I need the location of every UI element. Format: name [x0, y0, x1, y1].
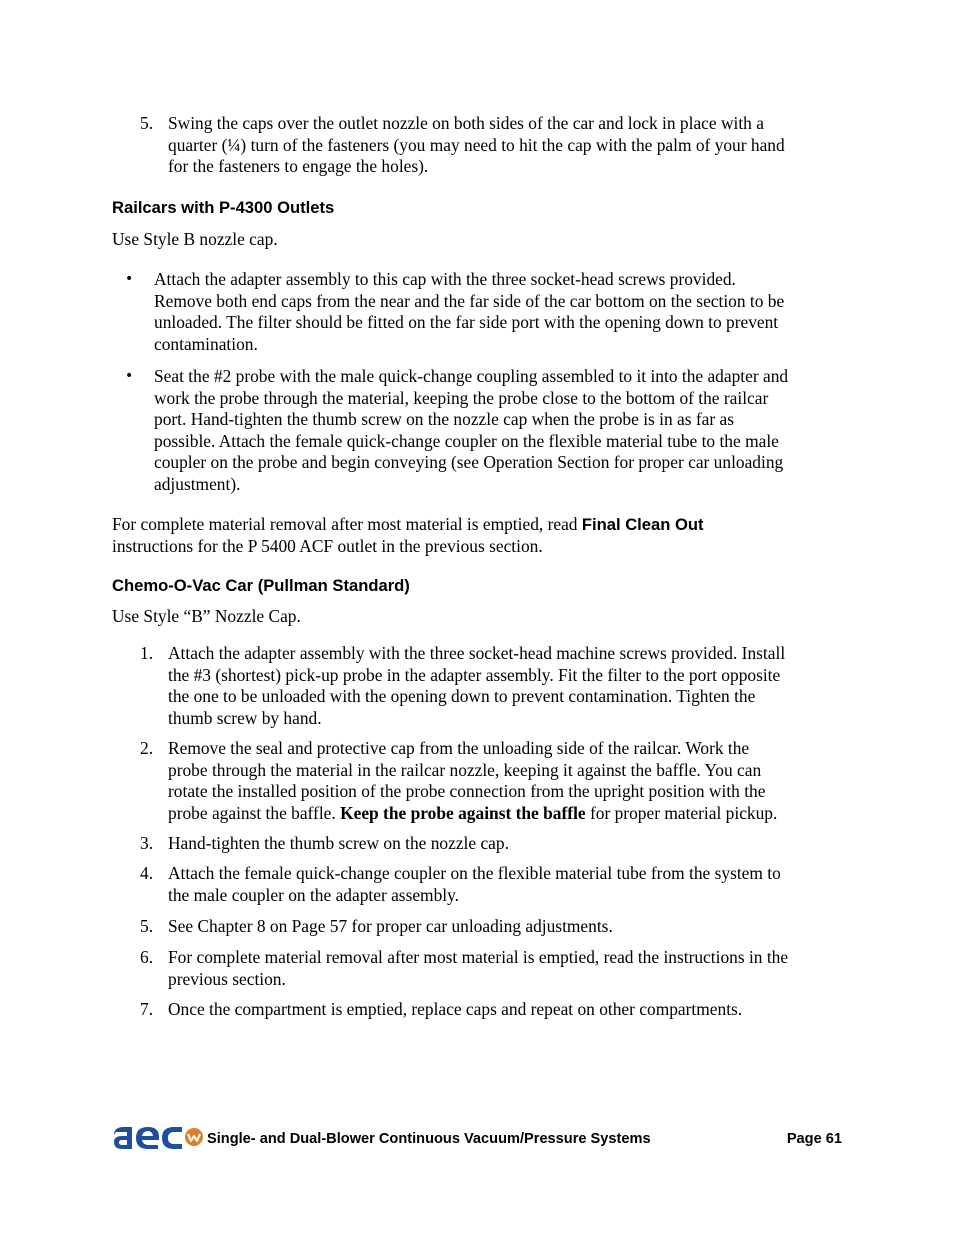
- step-number: 1.: [140, 643, 154, 663]
- text-line: Hand-tighten the thumb screw on the nozzle cap.: [168, 833, 509, 853]
- text-line: possible. Attach the female quick-change coupler on the flexible material tube to the male: [154, 430, 779, 451]
- step-text: [168, 833, 858, 855]
- text-line: [168, 803, 858, 825]
- step-number: 5.: [140, 113, 154, 133]
- step-text: [168, 999, 858, 1021]
- text-line: Once the compartment is emptied, replace caps and repeat on other compartments.: [168, 999, 743, 1019]
- bold-emphasis: Keep the probe against the baffle: [340, 802, 586, 823]
- aec-logo-letters: [114, 1127, 182, 1149]
- text-line: rotate the installed position of the probe connection from the upright position with the: [168, 781, 766, 802]
- text-line: [112, 514, 872, 536]
- text-line: Swing the caps over the outlet nozzle on both sides of the car and lock in place with a: [168, 113, 764, 133]
- text-line: previous section.: [168, 968, 286, 989]
- step-number: 6.: [140, 947, 154, 967]
- page-number: Page 61: [786, 1131, 842, 1147]
- bold-reference: Final Clean Out: [581, 515, 704, 534]
- aec-logo: [112, 1121, 204, 1155]
- text-line: unloaded. The filter should be fitted on the far side port with the opening down to prevent: [154, 312, 779, 333]
- text-span: probe against the baffle.: [168, 802, 341, 823]
- bullet-symbol: •: [125, 368, 134, 384]
- text-line: Attach the adapter assembly to this cap with the three socket-head screws provided.: [154, 269, 736, 289]
- text-line: adjustment).: [154, 473, 241, 494]
- text-line: contamination.: [154, 333, 258, 354]
- text-line: coupler on the probe and begin conveying (see Operation Section for proper car unloading: [154, 452, 784, 473]
- text-line: work the probe through the material, keeping the probe close to the bottom of the railcar: [154, 387, 769, 408]
- step-text: [168, 113, 858, 178]
- text-span: for proper material pickup.: [585, 802, 778, 823]
- text-line: Seat the #2 probe with the male quick-change coupling assembled to it into the adapter and: [154, 366, 789, 386]
- text-line: port. Hand-tighten the thumb screw on the nozzle cap when the probe is in as far as: [154, 409, 734, 430]
- bullet-text: [154, 269, 854, 355]
- footer-title: Single- and Dual-Blower Continuous Vacuum/Pressure Systems: [207, 1131, 651, 1147]
- text-line: Remove both end caps from the near and the far side of the car bottom on the section to be: [154, 290, 785, 311]
- text-span: For complete material removal after most material is emptied, read: [112, 514, 582, 534]
- section-heading: Chemo-O-Vac Car (Pullman Standard): [112, 576, 410, 595]
- text-line: Attach the female quick-change coupler on the flexible material tube from the system to: [168, 863, 781, 883]
- step-text: [168, 947, 858, 990]
- step-number: 4.: [140, 863, 154, 883]
- text-line: For complete material removal after most material is emptied, read the instructions in the: [168, 947, 789, 967]
- section-intro: Use Style “B” Nozzle Cap.: [112, 606, 301, 626]
- step-text: [168, 738, 858, 824]
- text-line: the #3 (shortest) pick-up probe in the adapter assembly. Fit the filter to the port opposite: [168, 664, 781, 685]
- step-text: [168, 643, 858, 729]
- text-line: the one to be unloaded with the opening down to prevent contamination. Tighten the: [168, 686, 756, 707]
- step-number: 3.: [140, 833, 154, 853]
- text-line: probe through the material in the railcar nozzle, keeping it against the baffle. You can: [168, 759, 762, 780]
- text-line: Attach the adapter assembly with the three socket-head machine screws provided. Install: [168, 643, 786, 663]
- step-text: [168, 863, 858, 906]
- bullet-symbol: •: [125, 271, 134, 287]
- step-number: 2.: [140, 738, 154, 758]
- text-line: quarter (¼) turn of the fasteners (you may need to hit the cap with the palm of your hand: [168, 134, 785, 155]
- text-line: thumb screw by hand.: [168, 707, 322, 728]
- text-line: Remove the seal and protective cap from the unloading side of the railcar. Work the: [168, 738, 750, 758]
- text-line: See Chapter 8 on Page 57 for proper car unloading adjustments.: [168, 916, 613, 936]
- section-heading: Railcars with P-4300 Outlets: [112, 198, 335, 217]
- bullet-text: [154, 366, 854, 496]
- text-line: for the fasteners to engage the holes).: [168, 156, 429, 177]
- closing-paragraph: [112, 514, 872, 557]
- step-number: 7.: [140, 999, 154, 1019]
- page-footer: [112, 1121, 842, 1155]
- step-text: [168, 916, 858, 938]
- text-line: the male coupler on the adapter assembly.: [168, 884, 460, 905]
- step-number: 5.: [140, 916, 154, 936]
- text-line: instructions for the P 5400 ACF outlet in the previous section.: [112, 535, 543, 556]
- section-intro: Use Style B nozzle cap.: [112, 229, 278, 249]
